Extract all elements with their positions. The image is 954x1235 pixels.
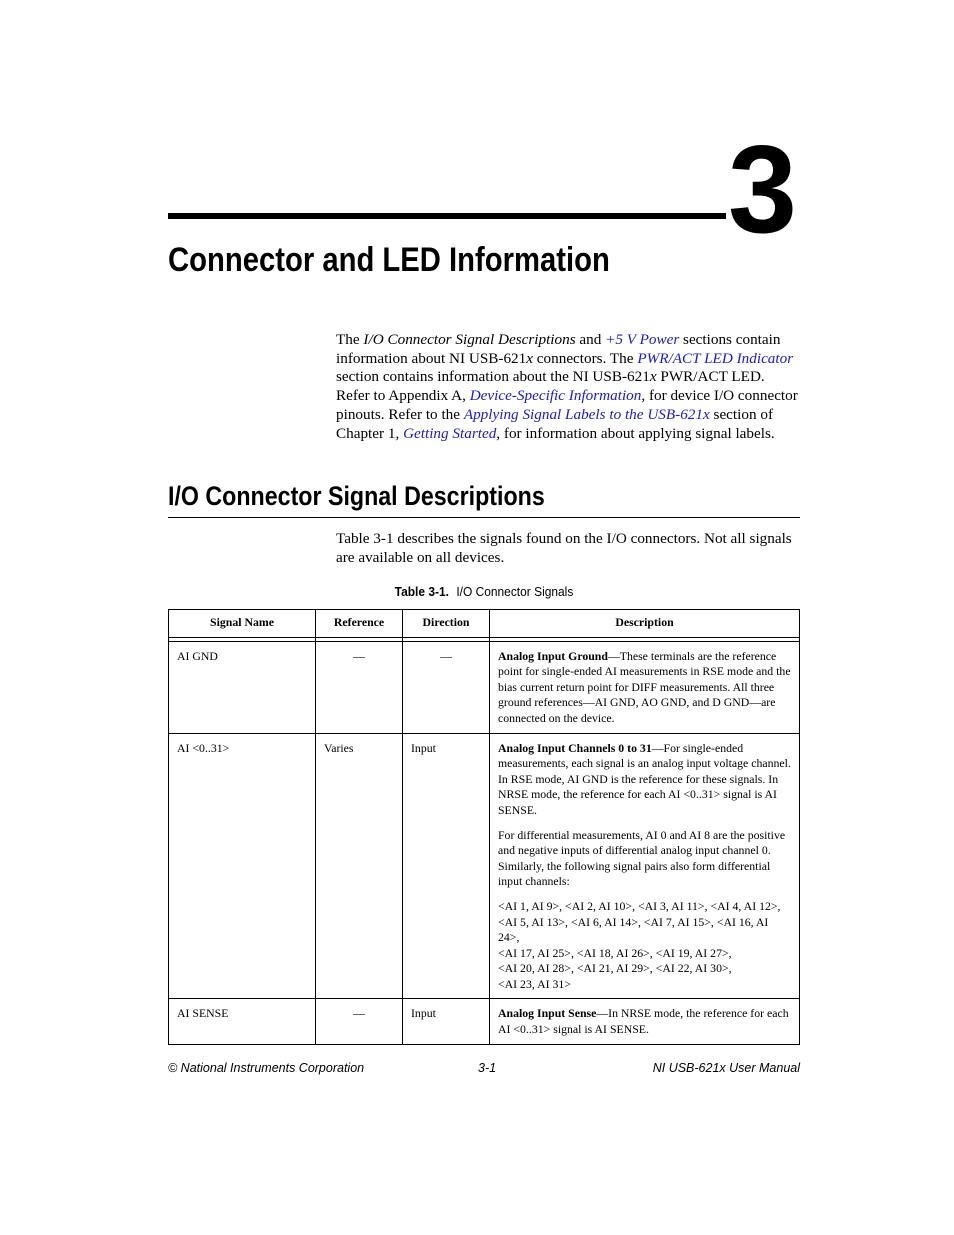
signal-direction: — bbox=[403, 641, 490, 733]
signal-description: Analog Input Ground—These terminals are the reference point for single-ended AI measurements in RSE mode and the bias current return point for DIFF measurements. All three ground references—AI GND, AO GND, and D GND—are connected on the device. bbox=[490, 641, 800, 733]
footer-page-number: 3-1 bbox=[478, 1061, 497, 1075]
chapter-title: Connector and LED Information bbox=[168, 241, 610, 279]
link-getting-started[interactable]: Getting Started bbox=[403, 424, 497, 442]
chapter-number: 3 bbox=[728, 121, 795, 259]
signal-name: AI SENSE bbox=[169, 999, 316, 1044]
section-title: I/O Connector Signal Descriptions bbox=[168, 481, 545, 511]
footer-copyright: © National Instruments Corporation bbox=[168, 1061, 365, 1075]
table-caption-label: Table 3-1. bbox=[394, 584, 449, 599]
signal-description: Analog Input Sense—In NRSE mode, the reference for each AI <0..31> signal is AI SENSE. bbox=[490, 999, 800, 1044]
signal-description: Analog Input Channels 0 to 31—For single-ended measurements, each signal is an analog input voltage channel. In RSE mode, AI GND is the reference for these signals. In NRSE mode, the reference for each AI <0..31> signal is AI SENSE. For differential measurements, AI 0 and AI 8 are the positive and negative inputs of differential analog input channel 0. Similarly, the following signal pairs also form differential input channels: <AI 1, AI 9>, <AI 2, AI 10>, <AI 3, AI 11>, <AI 4, AI 12>, <AI 5, AI 13>, <AI 6, AI 14>, <AI 7, AI 15>, <AI 16, AI 24>, <AI 17, AI 25>, <AI 18, AI 26>, <AI 19, AI 27>, <AI 20, AI 28>, <AI 21, AI 29>, <AI 22, AI 30>, <AI 23, AI 31> bbox=[490, 733, 800, 999]
intro-paragraph: The I/O Connector Signal Descriptions and +5 V Power sections contain information about NI USB-621x connectors. The PWR/ACT LED Indicator section contains information about the NI USB-621x PWR/ACT LED. Refer to Appendix A, Device-Specific Information, for device I/O connector pinouts. Refer to the Applying Signal Labels to the USB-621x section of Chapter 1, Getting Started, for information about applying signal labels. bbox=[336, 331, 798, 442]
header-reference: Reference bbox=[316, 610, 403, 638]
intro-italic-ref: I/O Connector Signal Descriptions bbox=[363, 331, 576, 348]
page-footer bbox=[168, 1061, 800, 1079]
link-5v-power[interactable]: +5 V Power bbox=[605, 331, 680, 348]
table-row bbox=[169, 999, 800, 1044]
chapter-rule bbox=[168, 213, 726, 219]
section-rule bbox=[168, 517, 800, 518]
signal-reference: Varies bbox=[316, 733, 403, 999]
table-row bbox=[169, 733, 800, 999]
table-row bbox=[169, 641, 800, 733]
table-caption-text: I/O Connector Signals bbox=[456, 584, 574, 599]
section-intro: Table 3-1 describes the signals found on the I/O connectors. Not all signals are available on all devices. bbox=[336, 530, 792, 566]
signal-name: AI GND bbox=[169, 641, 316, 733]
signals-table bbox=[168, 609, 800, 1045]
signal-name: AI <0..31> bbox=[169, 733, 316, 999]
link-device-specific-info[interactable]: Device-Specific Information bbox=[469, 387, 642, 405]
table-header-row bbox=[169, 610, 800, 638]
header-description: Description bbox=[490, 610, 800, 638]
footer-manual-title: NI USB-621x User Manual bbox=[652, 1061, 800, 1075]
link-applying-signal-labels[interactable]: Applying Signal Labels to the USB-621x bbox=[463, 405, 710, 423]
header-direction: Direction bbox=[403, 610, 490, 638]
signal-reference: — bbox=[316, 999, 403, 1044]
link-pwr-act-led[interactable]: PWR/ACT LED Indicator bbox=[637, 349, 794, 367]
signal-direction: Input bbox=[403, 733, 490, 999]
table-caption bbox=[193, 583, 774, 601]
signal-direction: Input bbox=[403, 999, 490, 1044]
header-signal-name: Signal Name bbox=[169, 610, 316, 638]
signal-reference: — bbox=[316, 641, 403, 733]
